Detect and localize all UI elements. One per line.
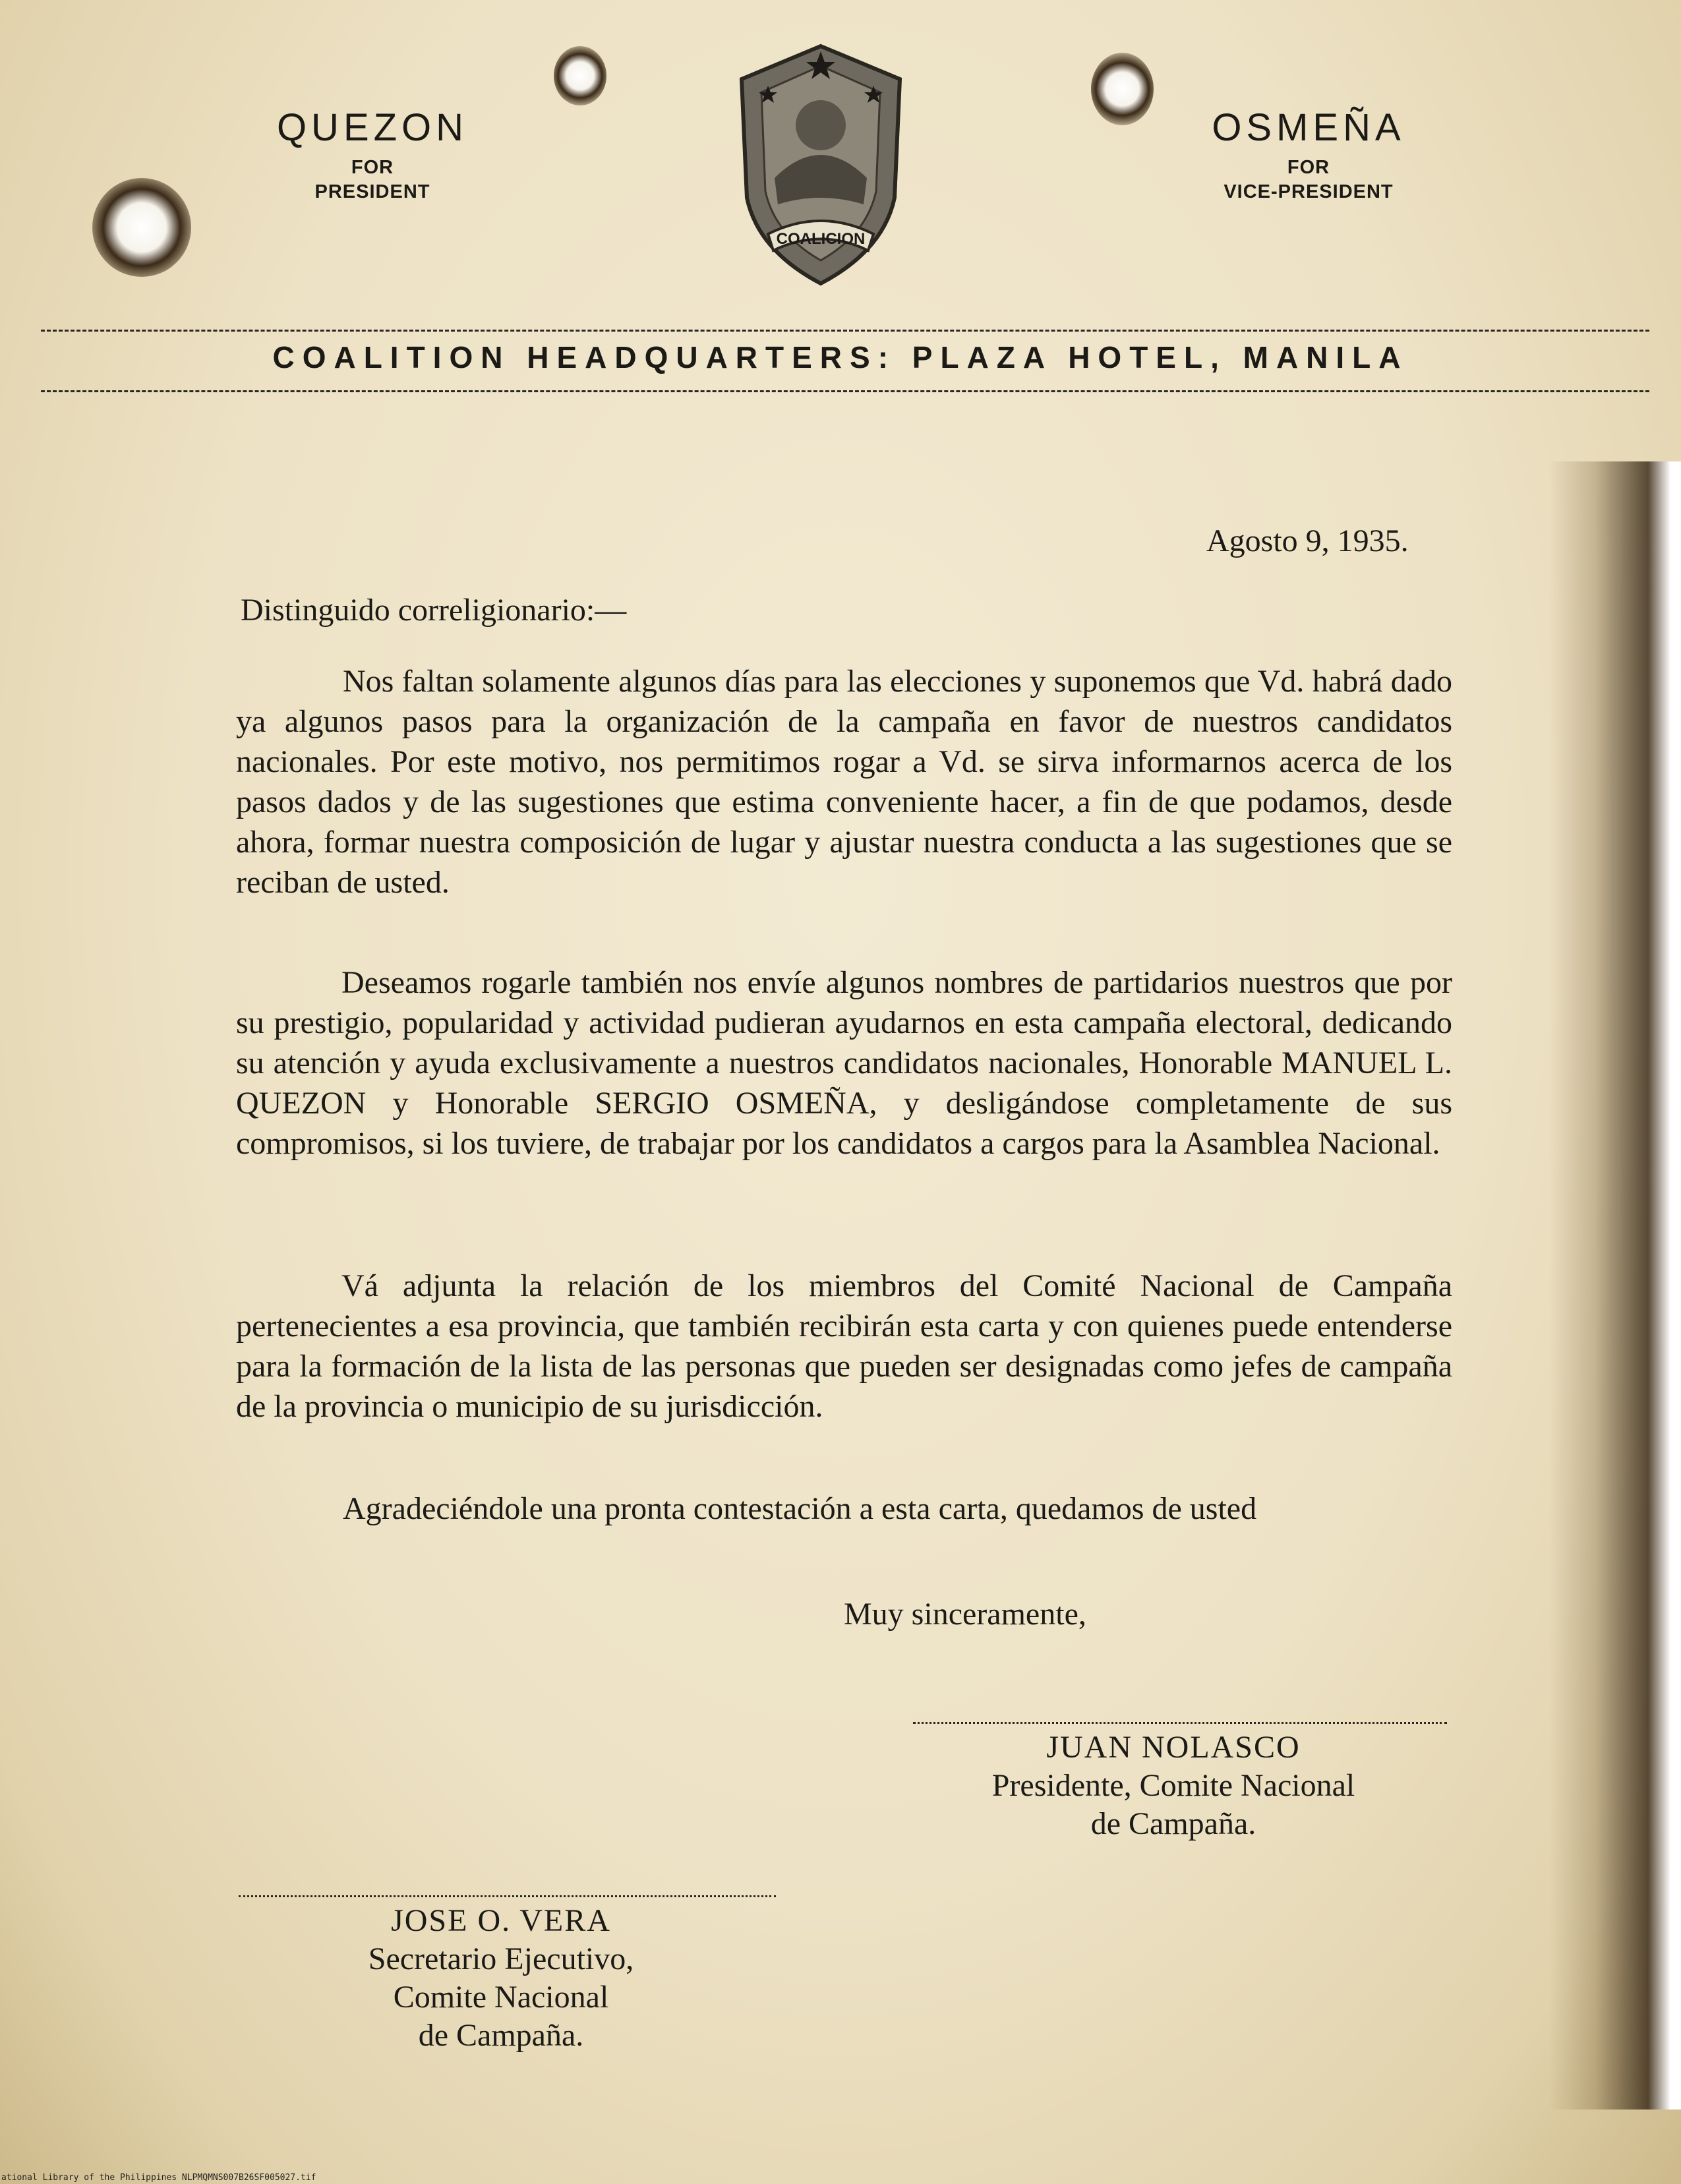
signatory-vera <box>237 1902 765 2055</box>
signatory-title: Comite Nacional <box>393 1980 609 2015</box>
header-rule-bottom <box>41 390 1649 392</box>
signatory-title: de Campaña. <box>1090 1806 1256 1841</box>
candidate-office: PRESIDENT <box>314 181 430 202</box>
candidate-office: VICE-PRESIDENT <box>1224 181 1394 202</box>
paragraph: Agradeciéndole una pronta contestación a esta carta, quedamos de usted <box>343 1491 1257 1526</box>
burn-hole-left <box>92 178 191 277</box>
closing: Muy sinceramente, <box>844 1597 1086 1632</box>
burn-hole-top-right <box>1091 53 1154 125</box>
right-candidate <box>1160 105 1457 202</box>
candidate-name: QUEZON <box>276 106 469 149</box>
scan-footer: ational Library of the Philippines NLPMQMNS007B26SF005027.tif <box>1 2173 316 2183</box>
burn-hole-top-center <box>554 46 606 105</box>
paragraph: Nos faltan solamente algunos días para las elecciones y suponemos que Vd. habrá dado ya algunos pasos para la organización de la campaña en favor de nuestros candidatos nacionales. Por este motivo, nos permitimos rogar a Vd. se sirva informarnos acerca de los pasos dados y de las sugestiones que estima conveniente hacer, a fin de que podamos, desde ahora, formar nuestra composición de lugar y ajustar nuestra conducta a las sugestiones que se reciban de usted. <box>236 664 1452 900</box>
signatory-name: JUAN NOLASCO <box>1046 1730 1301 1765</box>
salutation: Distinguido correligionario:— <box>241 593 627 628</box>
header-rule-top <box>41 330 1649 332</box>
letter-date: Agosto 9, 1935. <box>1206 523 1409 558</box>
signatory-name: JOSE O. VERA <box>391 1903 611 1938</box>
candidate-name: OSMEÑA <box>1212 106 1405 149</box>
burnt-edge <box>1549 461 1681 2110</box>
paragraph: Deseamos rogarle también nos envíe algunos nombres de partidarios nuestros que por su prestigio, popularidad y actividad pudieran ayudarnos en esta campaña electoral, dedicando su atención y ayuda exclusivamente a nuestros candidatos nacionales, Honorable MANUEL L. QUEZON y Honorable SERGIO OSMEÑA, y desligándose completamente de sus compromisos, si los tuviere, de trabajar por los candidatos a cargos para la Asamblea Nacional. <box>236 965 1452 1161</box>
signatory-title: Secretario Ejecutivo, <box>368 1941 634 1976</box>
signatory-title: Presidente, Comite Nacional <box>991 1768 1355 1803</box>
emblem-label: COALICION <box>776 230 866 248</box>
paragraph: Vá adjunta la relación de los miembros del Comité Nacional de Campaña pertenecientes a esa provincia, que también recibirán esta carta y con quienes puede entenderse para la formación de la lista de las personas que pueden ser designadas como jefes de campaña de la provincia o municipio de su jurisdicción. <box>236 1268 1452 1424</box>
signature-line <box>239 1895 776 1897</box>
signatory-nolasco <box>916 1728 1430 1843</box>
candidate-for: FOR <box>1287 157 1330 178</box>
coalicion-emblem <box>728 40 913 290</box>
candidate-for: FOR <box>351 157 394 178</box>
headquarters-line: COALITION HEADQUARTERS: PLAZA HOTEL, MANILA <box>272 340 1409 374</box>
left-candidate <box>244 105 501 202</box>
signature-line <box>913 1722 1447 1724</box>
signatory-title: de Campaña. <box>418 2018 584 2053</box>
